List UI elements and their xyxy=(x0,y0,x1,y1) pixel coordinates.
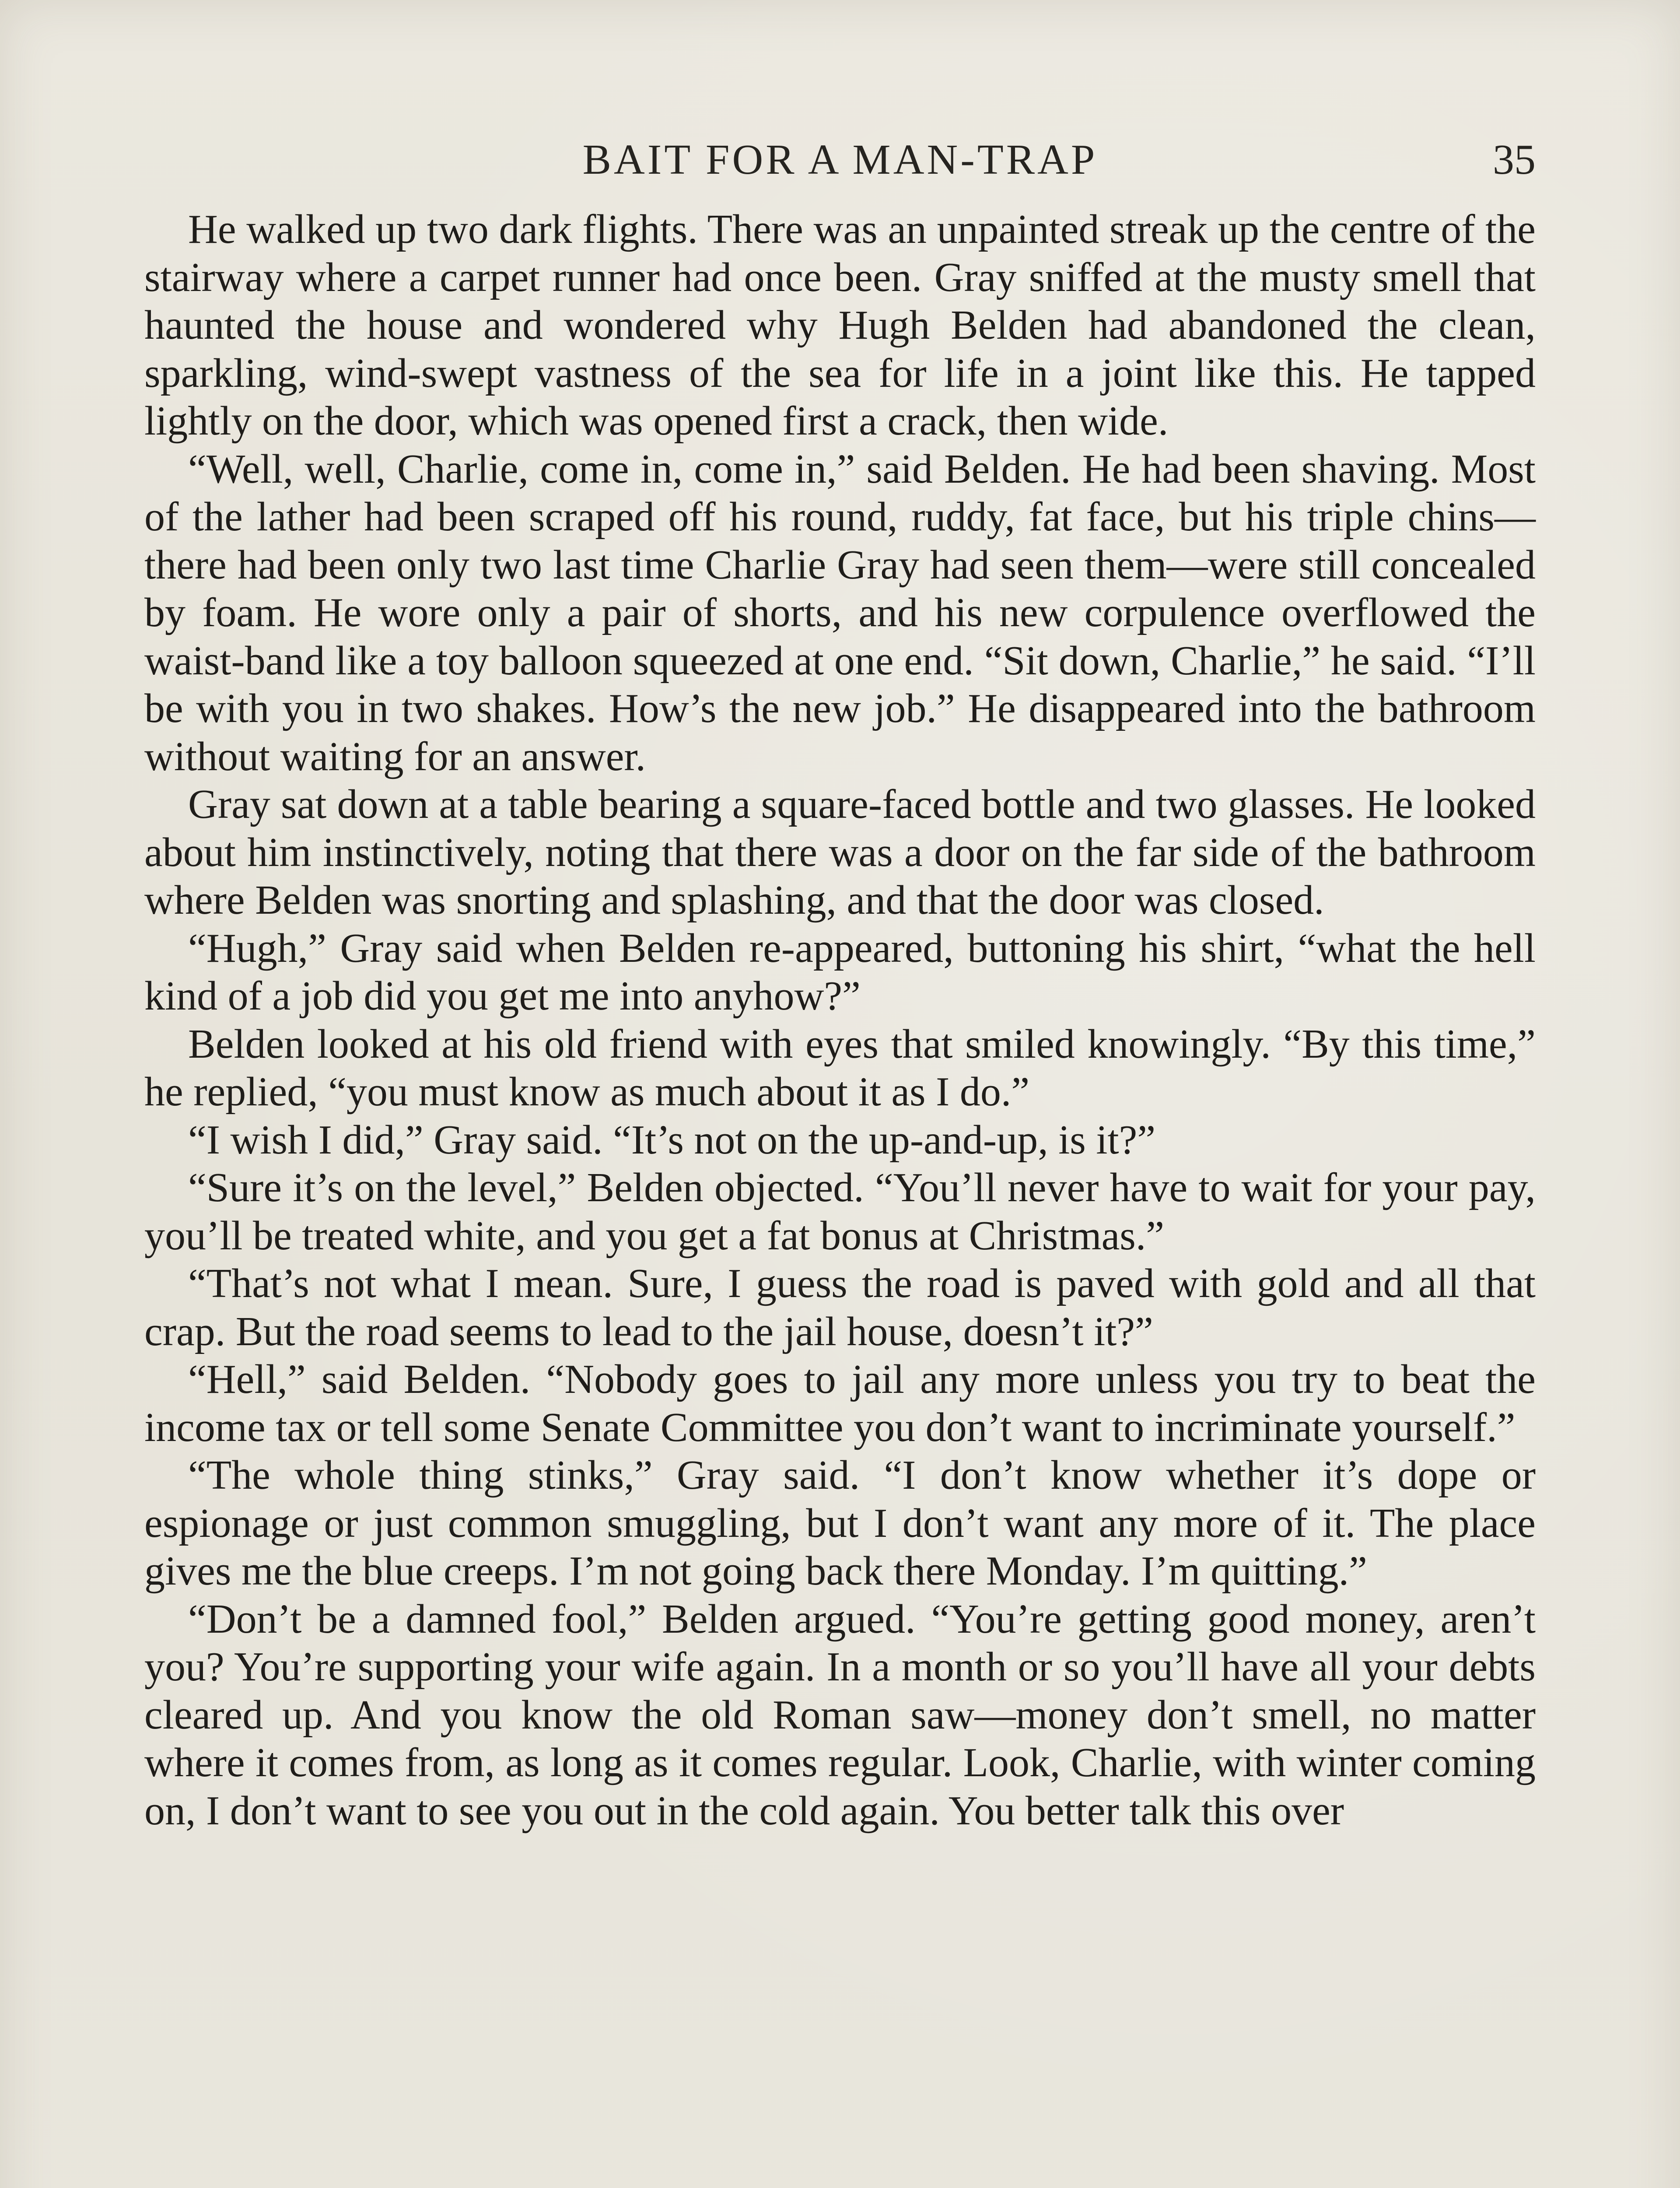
paragraph: “Don’t be a damned fool,” Belden argued. “You’re getting good money, aren’t you? You’re supporting your wife again. In a month or so you’ll have all your debts cleared up. And you know the old Roman saw—money don’t smell, no matter where it comes from, as long as it comes regular. Look, Charlie, with winter coming on, I don’t want to see you out in the cold again. You better talk this over xyxy=(144,1596,1536,1834)
paragraph: Belden looked at his old friend with eyes that smiled knowingly. “By this time,” he replied, “you must know as much about it as I do.” xyxy=(144,1021,1536,1115)
running-head xyxy=(144,136,1536,184)
body-text xyxy=(144,206,1536,1835)
page-number: 35 xyxy=(1493,136,1536,183)
paragraph: “I wish I did,” Gray said. “It’s not on the up-and-up, is it?” xyxy=(188,1117,1156,1163)
running-title: BAIT FOR A MAN-TRAP xyxy=(582,136,1098,183)
paragraph: “Hell,” said Belden. “Nobody goes to jail any more unless you try to beat the income tax or tell some Senate Committee you don’t want to incriminate yourself.” xyxy=(144,1357,1536,1450)
paragraph: “That’s not what I mean. Sure, I guess the road is paved with gold and all that crap. But the road seems to lead to the jail house, doesn’t it?” xyxy=(144,1261,1536,1354)
paragraph: “Sure it’s on the level,” Belden objected. “You’ll never have to wait for your pay, you’ll be treated white, and you get a fat bonus at Christmas.” xyxy=(144,1165,1536,1259)
paragraph: “Well, well, Charlie, come in, come in,” said Belden. He had been shaving. Most of the lather had been scraped off his round, ruddy, fat face, but his triple chins—there had been only two last time Charlie Gray had seen them—were still concealed by foam. He wore only a pair of shorts, and his new corpulence overflowed the waist-band like a toy balloon squeezed at one end. “Sit down, Charlie,” he said. “I’ll be with you in two shakes. How’s the new job.” He disappeared into the bathroom without waiting for an answer. xyxy=(144,446,1536,779)
paragraph: He walked up two dark flights. There was an unpainted streak up the centre of the stairway where a carpet runner had once been. Gray sniffed at the musty smell that haunted the house and wondered why Hugh Belden had abandoned the clean, sparkling, wind-swept vastness of the sea for life in a joint like this. He tapped lightly on the door, which was opened first a crack, then wide. xyxy=(144,207,1536,444)
paragraph: “Hugh,” Gray said when Belden re-appeared, buttoning his shirt, “what the hell kind of a job did you get me into anyhow?” xyxy=(144,925,1536,1019)
paragraph: Gray sat down at a table bearing a square-faced bottle and two glasses. He looked about him instinctively, noting that there was a door on the far side of the bathroom where Belden was snorting and splashing, and that the door was closed. xyxy=(144,782,1536,923)
paragraph: “The whole thing stinks,” Gray said. “I don’t know whether it’s dope or espionage or just common smuggling, but I don’t want any more of it. The place gives me the blue creeps. I’m not going back there Monday. I’m quitting.” xyxy=(144,1452,1536,1594)
